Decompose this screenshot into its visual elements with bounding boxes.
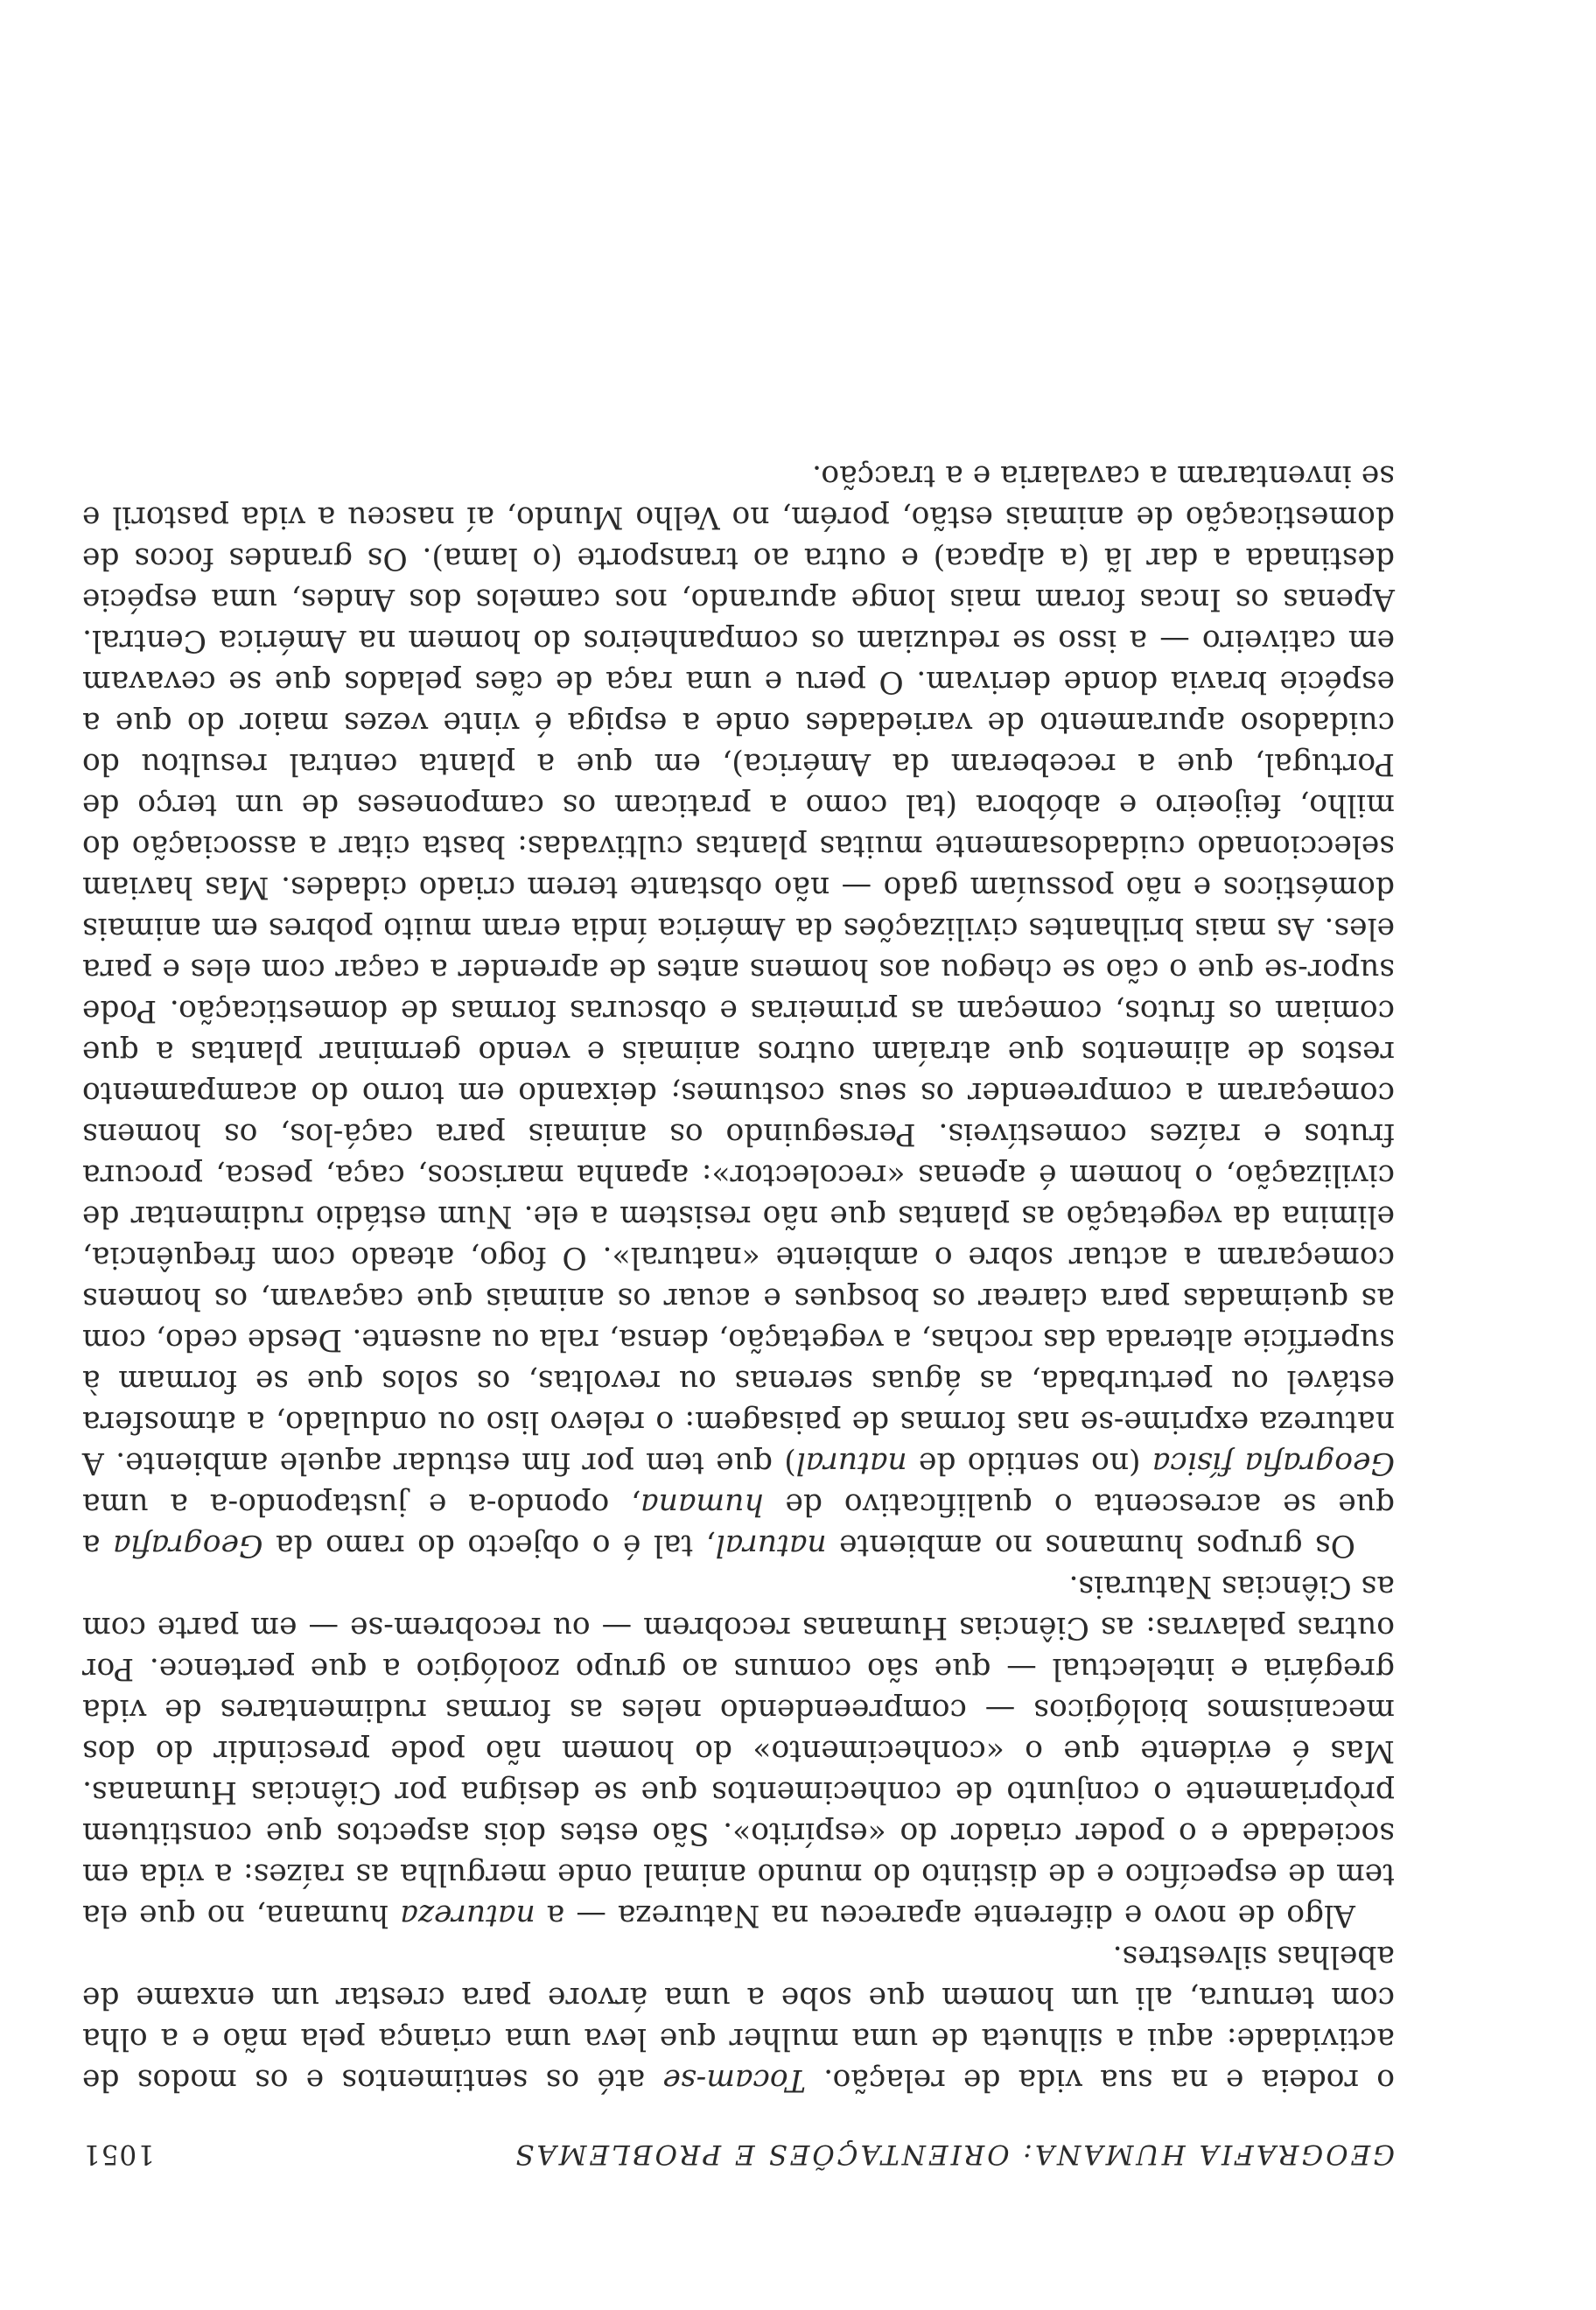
paragraph-3: Os grupos humanos no ambiente natural, tal é o objecto do ramo da Geografia a que se acrescenta o qualificativo de humana, opondo-a e justapondo-a a uma Geografia física (no sentido de natural) que tem por fim estudar aquele ambiente. A natureza exprime-se nas formas de paisagem: o relevo liso ou ondulado, a atmosfera estável ou perturbada, as águas serenas ou revoltas, os solos que se formam à superfície alterada das rochas, a vegetação, densa, rala ou ausente. Desde cedo, com as queimadas para clarear os bosques e acuar os animais que caçavam, os homens começaram a actuar sobre o ambiente «natural». O fogo, ateado com frequência, elimina da vegetação as plantas que não resistem a ele. Num estádio rudimentar de civilização, o homem é apenas «recolector»: apanha mariscos, caça, pesca, procura frutos e raízes comestíveis. Perseguindo os animais para caçá-los, os homens começaram a compreender os seus costumes; deixando em torno do acampamento restos de alimentos que atraíam outros animais e vendo germinar plantas a que comiam os frutos, começam as primeiras e obscuras formas de domesticação. Pode supor-se que o cão se chegou aos homens antes de aprender a caçar com eles e para eles. As mais brilhantes civilizações da América índia eram muito pobres em animais domésticos e não possuíam gado — não obstante terem criado cidades. Mas haviam seleccionado cuidadosamente muitas plantas cultivadas: basta citar a associação do milho, feijoeiro e abóbora (tal como a praticam os camponeses de um terço de Portugal, que a receberam da América), em que a planta central resultou do cuidadoso apuramento de variedades onde a espiga é vinte vezes maior do que a espécie bravia donde derivam. O peru e uma raça de cães pelados que se cevavam em cativeiro — a isso se reduziam os companheiros do homem na América Central. Apenas os Incas foram mais longe apurando, nos camelos dos Andes, uma espécie destinada a dar lã (a alpaca) e outra ao transporte (o lama). Os grandes focos de domesticação de animais estão, porém, no Velho Mundo, aí nasceu a vida pastoril e se inventaram a cavalaria e a tracção. xyxy=(81,458,1395,1563)
paragraph-2: Algo de novo e diferente apareceu na Natureza — a natureza humana, no que ela tem de específico e de distinto do mundo animal onde mergulha as raízes: a vida em sociedade e o poder criador do «espírito». São estes dois aspectos que constituem pròpriamente o conjunto de conhecimentos que se designa por Ciências Humanas. Mas é evidente que o «conhecimento» do homem não pode prescindir do dos mecanismos biológicos — compreendendo neles as formas rudimentares de vida gregária e intelectual — que são comuns ao grupo zoológico a que pertence. Por outras palavras: as Ciências Humanas recobrem — ou recobrem-se — em parte com as Ciências Naturais. xyxy=(82,1569,1395,1933)
page-content xyxy=(82,455,1395,2170)
body-text xyxy=(82,455,1395,2100)
running-title: GEOGRAFIA HUMANA: ORIENTAÇÕES E PROBLEMAS xyxy=(513,2138,1395,2170)
page-number: 1051 xyxy=(82,2138,155,2170)
running-header xyxy=(82,2138,1395,2170)
paragraph-1: o rodeia e na sua vida de relação. Tocam-se até os sentimentos e os modos de actividade: aqui a silhueta de uma mulher que leva uma criança pela mão e a olha com ternura, ali um homem que sobe a uma árvore para crestar um enxame de abelhas silvestres. xyxy=(81,1939,1395,2097)
